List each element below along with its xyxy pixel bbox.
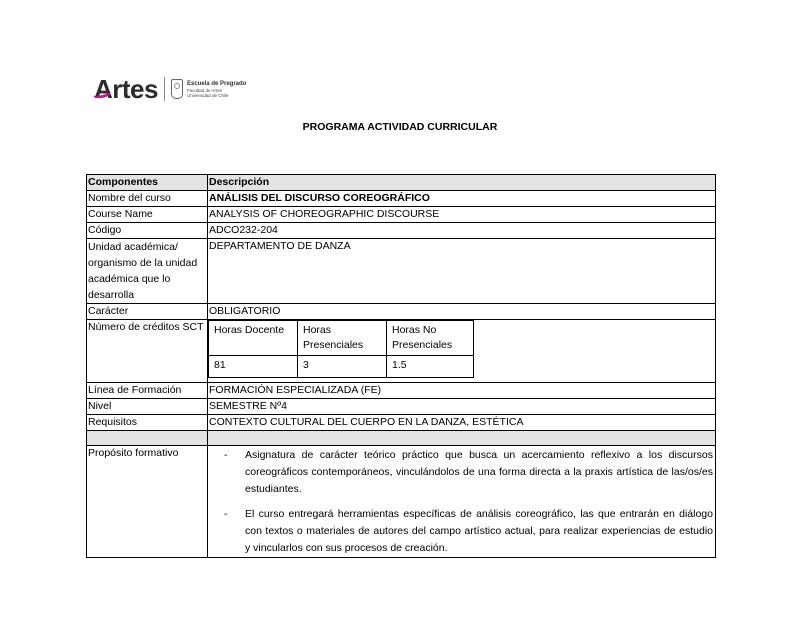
row-label: Propósito formativo (87, 446, 208, 558)
table-row (87, 223, 716, 239)
header-componentes: Componentes (87, 175, 208, 191)
table-row (87, 399, 716, 415)
purpose-item: - El curso entregará herramientas específicas de análisis coreográfico, las que entrarán en diálogo con textos o materiales de autores del campo artístico actual, para realizar experiencias de estudio y vincularlos con sus procesos de creación. (224, 506, 713, 557)
table-row (87, 207, 716, 223)
table-row (87, 320, 716, 383)
credits-cell (208, 320, 716, 383)
row-label: Carácter (87, 304, 208, 320)
row-label: Código (87, 223, 208, 239)
course-name-english-value: ANALYSIS OF CHOREOGRAPHIC DISCOURSE (208, 207, 716, 223)
row-label: Nombre del curso (87, 191, 208, 207)
credits-header: Horas Docente (209, 321, 298, 356)
spacer-row (87, 431, 716, 446)
table-row (87, 239, 716, 304)
academic-unit-value: DEPARTAMENTO DE DANZA (208, 239, 716, 304)
credits-value: 1.5 (387, 356, 474, 378)
credits-value: 3 (298, 356, 387, 378)
character-value: OBLIGATORIO (208, 304, 716, 320)
document-title: PROGRAMA ACTIVIDAD CURRICULAR (302, 121, 498, 133)
table-header-row (87, 175, 716, 191)
university-crest-icon (171, 79, 183, 99)
credits-header-row (209, 321, 474, 356)
logo-brand (94, 76, 158, 102)
curriculum-table (86, 174, 716, 558)
course-name-value: ANÁLISIS DEL DISCURSO COREOGRÁFICO (208, 191, 716, 207)
purpose-cell (208, 446, 716, 558)
row-label: Requisitos (87, 415, 208, 431)
table-row (87, 191, 716, 207)
logo-divider (164, 77, 165, 101)
training-line-value: FORMACIÓN ESPECIALIZADA (FE) (208, 383, 716, 399)
level-value: SEMESTRE Nº4 (208, 399, 716, 415)
row-label: Número de créditos SCT (87, 320, 208, 383)
course-code-value: ADCO232-204 (208, 223, 716, 239)
credits-header: Horas No Presenciales (387, 321, 474, 356)
row-label: Course Name (87, 207, 208, 223)
requirements-value: CONTEXTO CULTURAL DEL CUERPO EN LA DANZA, ESTÉTICA (208, 415, 716, 431)
logo-subtitle (187, 80, 246, 98)
table-row (87, 383, 716, 399)
logo-line-2: Facultad de Artes (186, 88, 223, 93)
credits-table (208, 320, 474, 378)
row-label: Nivel (87, 399, 208, 415)
row-label: Unidad académica/ organismo de la unidad académica que lo desarrolla (87, 239, 208, 304)
purpose-item: - Asignatura de carácter teórico práctico que busca un acercamiento reflexivo a los discursos coreográficos contemporáneos, vinculándolos de una forma directa a la praxis artística de las/os/es estudiantes. (224, 447, 713, 498)
credits-value: 81 (209, 356, 298, 378)
row-label: Línea de Formación (87, 383, 208, 399)
header-descripcion: Descripción (208, 175, 716, 191)
artes-logo (94, 72, 246, 106)
credits-header: Horas Presenciales (298, 321, 387, 356)
purpose-list (209, 447, 713, 557)
logo-brand-text: Artes (94, 74, 158, 104)
logo-line-1: Escuela de Pregrado (186, 81, 247, 87)
logo-line-3: Universidad de Chile (186, 93, 229, 98)
table-row (87, 446, 716, 558)
credits-values-row (209, 356, 474, 378)
table-row (87, 304, 716, 320)
table-row (87, 415, 716, 431)
